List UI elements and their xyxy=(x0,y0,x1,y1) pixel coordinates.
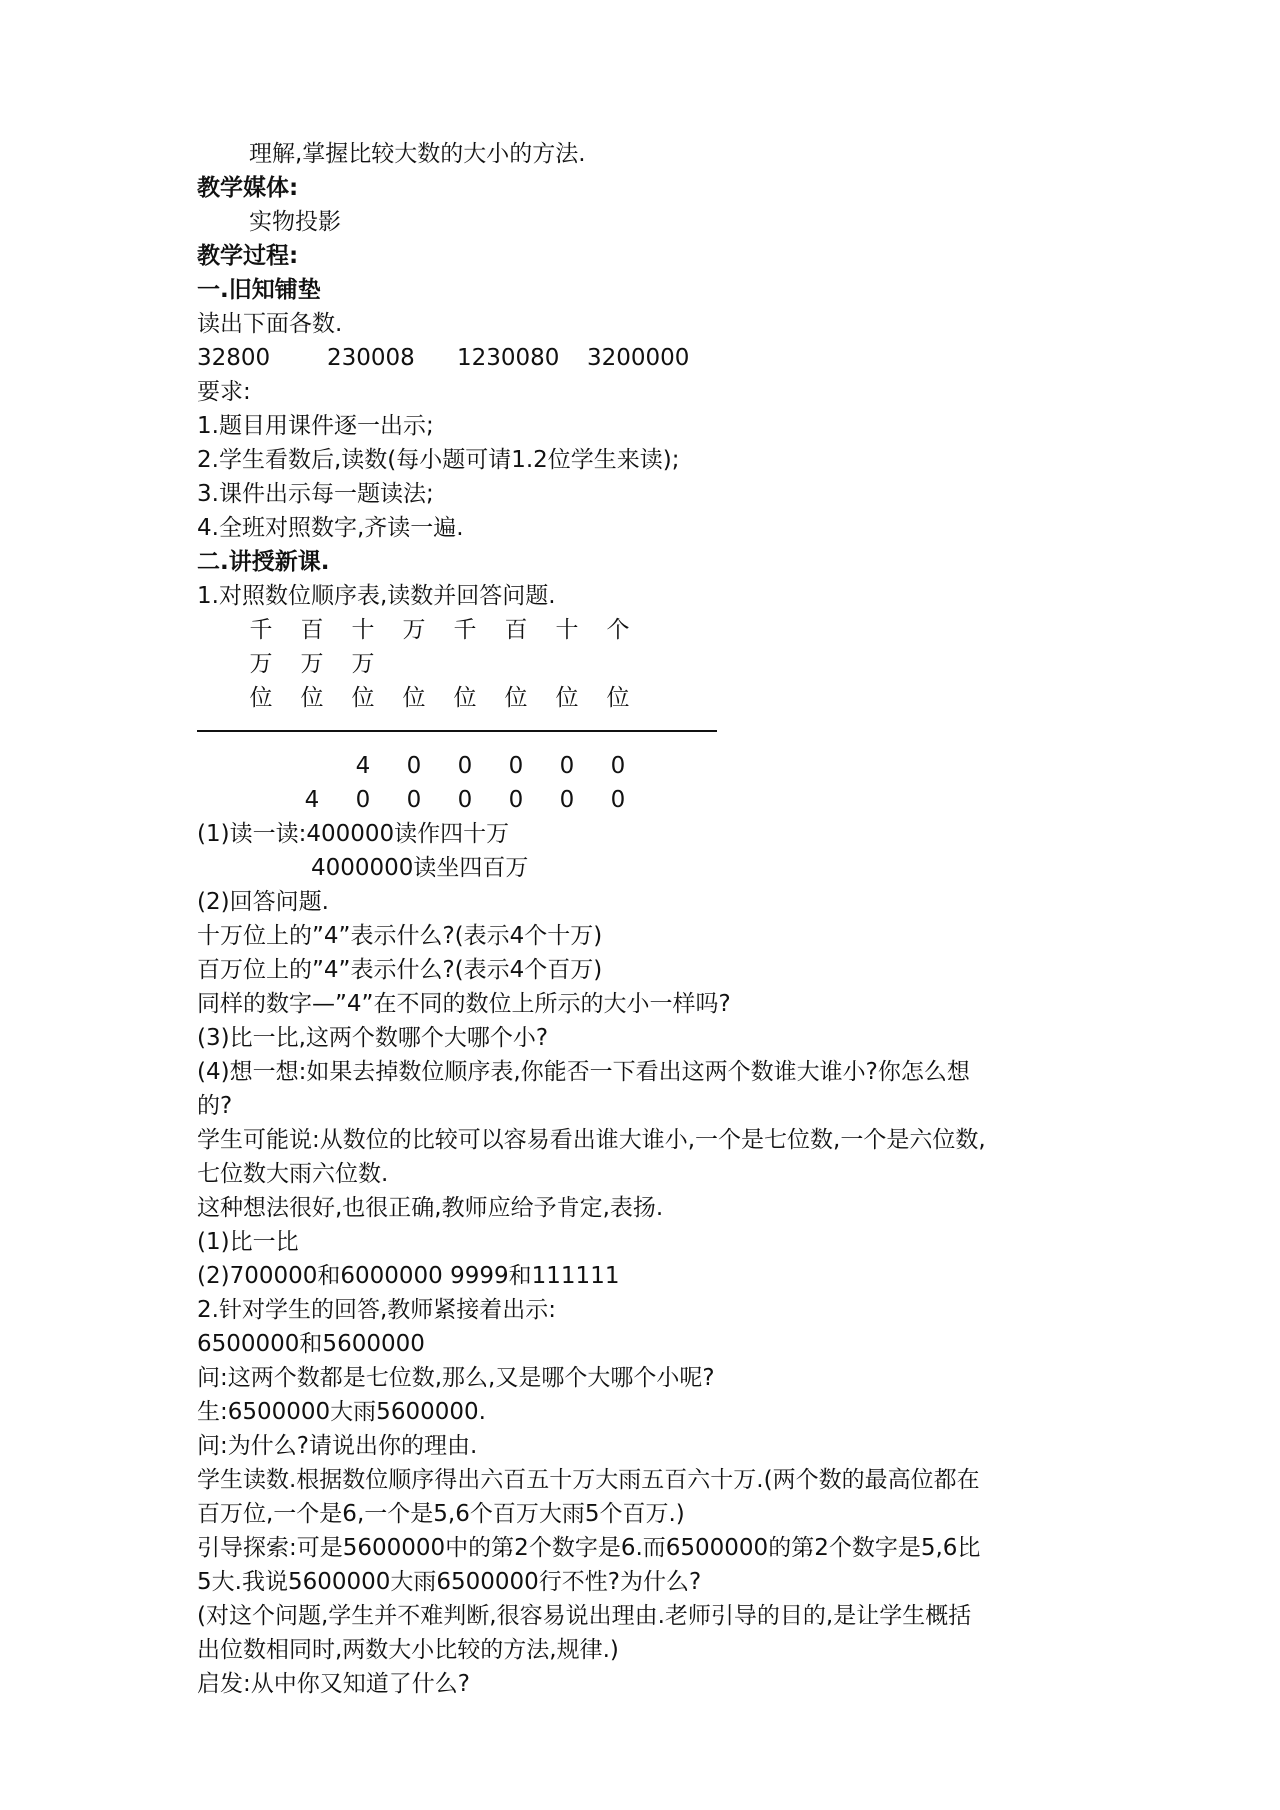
place-cell: 位 xyxy=(402,685,426,711)
media-item: 实物投影 xyxy=(249,209,341,235)
text-line: 的? xyxy=(197,1093,233,1119)
place-cell: 位 xyxy=(606,685,630,711)
number-item: 1230080 xyxy=(457,345,560,371)
section2-heading: 二.讲授新课. xyxy=(197,549,330,575)
place-cell: 位 xyxy=(300,685,324,711)
text-line: 启发:从中你又知道了什么? xyxy=(197,1671,470,1697)
media-heading: 教学媒体: xyxy=(197,175,299,201)
requirement-item: 2.学生看数后,读数(每小题可请1.2位学生来读); xyxy=(197,447,680,473)
text-line: 引导探索:可是5600000中的第2个数字是6.而6500000的第2个数字是5,6比 xyxy=(197,1535,981,1561)
digit-cell: 0 xyxy=(355,787,371,813)
text-line: 2.针对学生的回答,教师紧接着出示: xyxy=(197,1297,557,1323)
digit-cell: 0 xyxy=(508,753,524,779)
requirement-item: 1.题目用课件逐一出示; xyxy=(197,413,434,439)
place-cell: 十 xyxy=(555,617,579,643)
digit-cell: 0 xyxy=(457,787,473,813)
text-line: 4000000读坐四百万 xyxy=(311,855,529,881)
text-line: 这种想法很好,也很正确,教师应给予肯定,表扬. xyxy=(197,1195,664,1221)
place-cell: 个 xyxy=(606,617,630,643)
digit-cell: 0 xyxy=(610,753,626,779)
text-line: 十万位上的”4”表示什么?(表示4个十万) xyxy=(197,923,603,949)
text-line: (4)想一想:如果去掉数位顺序表,你能否一下看出这两个数谁大谁小?你怎么想 xyxy=(197,1059,970,1085)
digit-cell: 4 xyxy=(355,753,371,779)
text-line: (1)读一读:400000读作四十万 xyxy=(197,821,510,847)
text-line: (1)比一比 xyxy=(197,1229,299,1255)
section1-heading: 一.旧知铺垫 xyxy=(197,277,321,303)
digit-cell: 0 xyxy=(508,787,524,813)
text-line: 百万位,一个是6,一个是5,6个百万大雨5个百万.) xyxy=(197,1501,685,1527)
digit-cell: 0 xyxy=(610,787,626,813)
text-line: 百万位上的”4”表示什么?(表示4个百万) xyxy=(197,957,603,983)
requirements-heading: 要求: xyxy=(197,379,251,405)
process-heading: 教学过程: xyxy=(197,243,299,269)
requirement-item: 3.课件出示每一题读法; xyxy=(197,481,434,507)
text-line: 同样的数字—”4”在不同的数位上所示的大小一样吗? xyxy=(197,991,731,1017)
text-line: 问:这两个数都是七位数,那么,又是哪个大哪个小呢? xyxy=(197,1365,715,1391)
text-line: 学生读数.根据数位顺序得出六百五十万大雨五百六十万.(两个数的最高位都在 xyxy=(197,1467,980,1493)
text-line: 问:为什么?请说出你的理由. xyxy=(197,1433,478,1459)
digit-cell: 0 xyxy=(457,753,473,779)
text-line: 出位数相同时,两数大小比较的方法,规律.) xyxy=(197,1637,619,1663)
place-cell: 万 xyxy=(249,651,273,677)
text-line: 七位数大雨六位数. xyxy=(197,1161,389,1187)
place-cell: 位 xyxy=(249,685,273,711)
place-cell: 百 xyxy=(504,617,528,643)
place-cell: 位 xyxy=(555,685,579,711)
place-cell: 位 xyxy=(504,685,528,711)
digit-cell: 0 xyxy=(406,753,422,779)
digit-cell: 4 xyxy=(304,787,320,813)
digit-cell: 0 xyxy=(406,787,422,813)
section2-item1: 1.对照数位顺序表,读数并回答问题. xyxy=(197,583,556,609)
text-line: 生:6500000大雨5600000. xyxy=(197,1399,486,1425)
place-cell: 千 xyxy=(249,617,273,643)
place-cell: 万 xyxy=(300,651,324,677)
text-line: (2)700000和6000000 9999和111111 xyxy=(197,1263,620,1289)
table-divider xyxy=(197,730,717,732)
number-item: 32800 xyxy=(197,345,271,371)
place-cell: 十 xyxy=(351,617,375,643)
place-cell: 万 xyxy=(351,651,375,677)
place-cell: 万 xyxy=(402,617,426,643)
requirement-item: 4.全班对照数字,齐读一遍. xyxy=(197,515,464,541)
digit-cell: 0 xyxy=(559,787,575,813)
place-cell: 位 xyxy=(453,685,477,711)
digit-cell: 0 xyxy=(559,753,575,779)
number-item: 230008 xyxy=(327,345,415,371)
number-list xyxy=(197,342,717,374)
text-line: 5大.我说5600000大雨6500000行不性?为什么? xyxy=(197,1569,702,1595)
text-line: (对这个问题,学生并不难判断,很容易说出理由.老师引导的目的,是让学生概括 xyxy=(197,1603,972,1629)
intro-line: 理解,掌握比较大数的大小的方法. xyxy=(249,141,586,167)
place-cell: 位 xyxy=(351,685,375,711)
place-cell: 百 xyxy=(300,617,324,643)
section1-prompt: 读出下面各数. xyxy=(197,311,343,337)
text-line: 6500000和5600000 xyxy=(197,1331,425,1357)
text-line: (2)回答问题. xyxy=(197,889,329,915)
place-cell: 千 xyxy=(453,617,477,643)
text-line: (3)比一比,这两个数哪个大哪个小? xyxy=(197,1025,549,1051)
number-item: 3200000 xyxy=(587,345,690,371)
text-line: 学生可能说:从数位的比较可以容易看出谁大谁小,一个是七位数,一个是六位数, xyxy=(197,1127,986,1153)
